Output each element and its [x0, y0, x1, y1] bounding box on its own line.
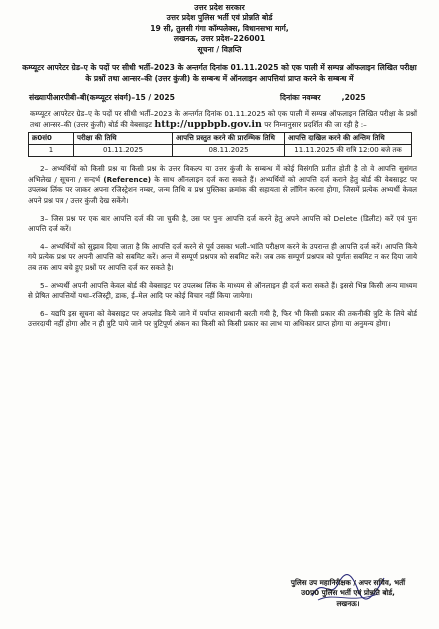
reference-line — [0, 93, 439, 105]
signatory-board: उ0प्र0 पुलिस भर्ती एवं प्रोन्नति बोर्ड, — [301, 588, 395, 598]
paragraph-bold: (Reference) — [103, 174, 151, 184]
board-city: लखनऊ, उत्तर प्रदेश–226001 — [173, 34, 266, 44]
signatory-city: लखनऊ। — [336, 598, 360, 608]
notice-subject: कम्प्यूटर आपरेटर ग्रेड–ए के पदों पर सीधी भर्ती–2023 के अन्तर्गत दिनांक 01.11.2025 को एक पाली में सम्पन्न ऑफलाइन लिखित परीक्षा के प्रश्नों तथा आन्सर–की (उत्तर कुंजी) के सम्बन्ध में ऑनलाइन आपत्तियां प्राप्त करने के सम्बन्ध में — [22, 63, 417, 83]
paragraph-text: जिस प्रश्न पर एक बार आपत्ति दर्ज की जा चुकी है, उस पर पुनः आपत्ति दर्ज करने हेतु अपने आपत्ति को Delete (डिलीट) करें एवं पुनः आपत्ति दर्ज करें। — [28, 213, 417, 234]
paragraph-number: 3– — [40, 213, 49, 223]
paragraph-3 — [28, 214, 417, 235]
paragraph-6 — [28, 309, 417, 330]
paragraph-number: 4– — [40, 241, 49, 251]
schedule-table — [28, 132, 412, 157]
reference-date: दिनांकः नवम्बर ,2025 — [280, 93, 366, 103]
col-serial: क्र0सं0 — [29, 133, 74, 145]
paragraph-rest: के साथ ऑनलाइन दर्ज करा सकते हैं। अभ्यर्थियों को आपत्ति दर्ज कराने हेतु बोर्ड की वेबसाइट पर उपलब्ध लिंक पर जाकर अपना रजिस्ट्रेशन नम्बर, जन्म तिथि व प्रश्न पुस्तिका क्रमांक की सहायता से लॉगिन करना होगा, जिसमें प्रत्येक अभ्यर्थी केवल अपने प्रश्न पत्र / उत्तर कुंजी देख सकेंगे। — [28, 174, 417, 205]
intro-paragraph — [30, 109, 417, 130]
intro-tail: पर निम्नानुसार प्रदर्शित की जा रही है :– — [264, 119, 367, 129]
notice-type: सूचना / विज्ञप्ति — [197, 44, 242, 54]
paragraph-2 — [28, 164, 417, 206]
intro-text: कम्प्यूटर आपरेटर ग्रेड–ए के पदों पर सीधी भर्ती–2023 के अन्तर्गत दिनांक 01.11.2025 को एक पाली में सम्पन्न ऑफलाइन लिखित परीक्षा के प्रश्नों तथा आन्सर–की (उत्तर कुंजी) बोर्ड की वेबसाइट — [30, 109, 417, 129]
letterhead — [0, 3, 439, 55]
table-header-row — [29, 133, 412, 145]
board-website-link[interactable]: http://uppbpb.gov.in — [154, 118, 262, 130]
reference-number: संख्याःपीआरपीबी–बी(कम्प्यूटर संवर्ग)–15 / 2025 — [29, 93, 175, 103]
col-objection-end: आपत्ति दाखिल करने की अन्तिम तिथि — [285, 133, 412, 145]
cell-exam-date: 01.11.2025 — [74, 145, 173, 157]
paragraph-4 — [28, 242, 417, 274]
govt-name: उत्तर प्रदेश सरकार — [194, 3, 245, 12]
paragraph-5 — [28, 281, 417, 302]
table-row — [29, 145, 412, 157]
paragraph-number: 6– — [40, 308, 49, 318]
paragraph-number: 5– — [40, 280, 49, 290]
paragraph-number: 2– — [40, 164, 49, 174]
col-exam-date: परीक्षा की तिथि — [74, 133, 173, 145]
board-name: उत्तर प्रदेश पुलिस भर्ती एवं प्रोन्नति बोर्ड — [166, 13, 273, 23]
cell-objection-start: 08.11.2025 — [173, 145, 285, 157]
col-objection-start: आपत्ति प्रस्तुत करने की प्रारम्भिक तिथि — [173, 133, 285, 145]
signature-block — [268, 578, 428, 609]
paragraph-text: यद्यपि इस सूचना को वेबसाइट पर अपलोड किये जाने में पर्याप्त सावधानी बरती गयी है, फिर भी किसी प्रकार की तकनीकी त्रुटि के लिये बोर्ड उत्तरदायी नहीं होगा और न ही त्रुटि पाये जाने पर त्रुटिपूर्ण अंकन का किसी को किसी प्रकार का लाभ या अधिकार प्राप्त होगा या अनुमन्य होगा। — [28, 308, 417, 329]
board-address: 19 सी, तुलसी गंगा कॉम्पलेक्स, विधानसभा मार्ग, — [150, 23, 289, 33]
cell-objection-end: 11.11.2025 की रात्रि 12:00 बजे तक — [285, 145, 412, 157]
paragraph-text: अभ्यर्थियों को सुझाव दिया जाता है कि आपत्ति दर्ज करने से पूर्व उसका भली–भांति परीक्षण करने के उपरान्त ही आपत्ति दर्ज करें। आपत्ति किये गये प्रत्येक प्रश्न पर अपनी आपत्ति को सबमिट करें। अन्त में सम्पूर्ण प्रश्नपत्र को सबमिट करें। जब तक सम्पूर्ण प्रश्नपत्र को पूर्णतः सबमिट न कर दिया जाये तब तक आप बचे हुए प्रश्नों पर आपत्ति दर्ज कर सकते है। — [28, 241, 417, 272]
paragraph-text: अभ्यर्थी अपनी आपत्ति केवल बोर्ड की वेबसाइट पर उपलब्ध लिंक के माध्यम से ऑनलाइन ही दर्ज करा सकते हैं। इससे भिन्न किसी अन्य माध्यम से प्रेषित आपत्तियों यथा–रजिस्ट्री, डाक, ई–मेल आदि पर कोई विचार नहीं किया जायेगा। — [28, 280, 417, 301]
cell-serial: 1 — [29, 145, 74, 157]
paragraph-text: अभ्यर्थियों को किसी प्रश्न या किसी प्रश्न के उत्तर विकल्प या उत्तर कुंजी के सम्बन्ध में कोई विसंगति प्रतीत होती है तो वे आपत्ति सुसंगत अभिलेख / सूचना / सन्दर्भ — [28, 164, 417, 184]
signatory-designation: पुलिस उप महानिरीक्षक / अपर सचिव, भर्ती — [290, 578, 406, 587]
